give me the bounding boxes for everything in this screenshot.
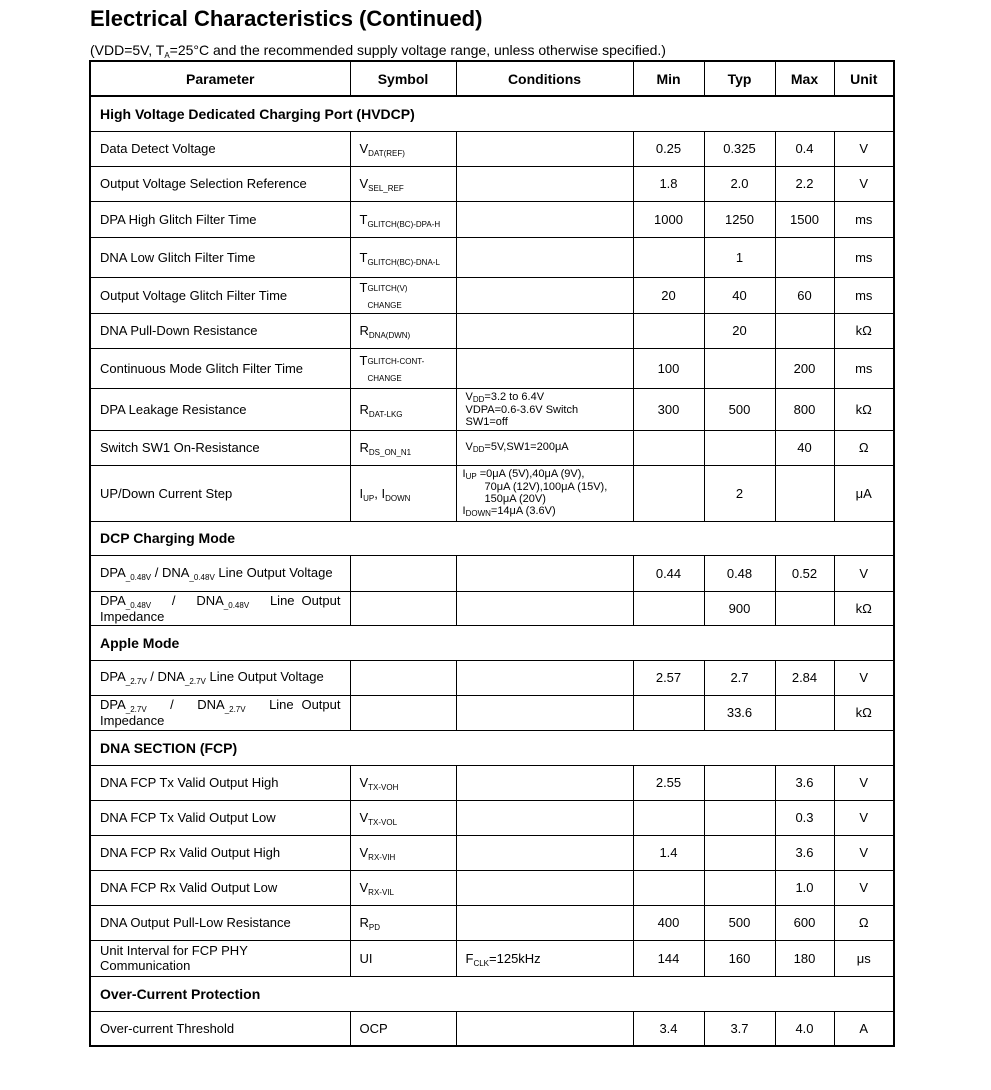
unit-cell: kΩ [834,313,894,348]
unit-cell: ms [834,277,894,313]
unit-cell: Ω [834,430,894,465]
table-row [90,870,894,905]
conditions-cell [456,800,633,835]
param-cell: DNA Low Glitch Filter Time [90,237,350,277]
symbol-cell: UI [350,940,456,976]
table-row [90,765,894,800]
min-cell [633,313,704,348]
conditions-cell [456,277,633,313]
typ-cell: 160 [704,940,775,976]
typ-cell [704,765,775,800]
table-row [90,800,894,835]
symbol-cell: $R_{DAT-LKG}$ [350,388,456,430]
unit-cell: A [834,1011,894,1046]
section-title: DNA SECTION (FCP) [90,730,894,765]
unit-cell: Ω [834,905,894,940]
max-cell: 3.6 [775,765,834,800]
symbol-cell [350,591,456,625]
typ-cell [704,870,775,905]
min-cell [633,591,704,625]
unit-cell: V [834,166,894,201]
conditions-cell [456,201,633,237]
typ-cell: 900 [704,591,775,625]
table-row [90,1011,894,1046]
conditions-cell [456,835,633,870]
table-row [90,555,894,591]
typ-cell: 0.325 [704,131,775,166]
typ-cell: 500 [704,905,775,940]
conditions-cell: $F_{CLK}=125kHz$ [456,940,633,976]
table-row [90,835,894,870]
min-cell: 1.4 [633,835,704,870]
param-cell: $DPA_{\_2.7V} / DNA_{\_2.7V}$ Line Output Voltage [90,660,350,695]
symbol-cell: $V_{SEL\_REF}$ [350,166,456,201]
symbol-cell: $R_{DNA(DWN)}$ [350,313,456,348]
typ-cell [704,430,775,465]
param-cell: $DPA_{\_0.48V} / DNA_{\_0.48V}$ Line Output Impedance [90,591,350,625]
typ-cell: 3.7 [704,1011,775,1046]
unit-cell: μs [834,940,894,976]
min-cell: 1000 [633,201,704,237]
symbol-cell: $R_{PD}$ [350,905,456,940]
symbol-cell: $T_{GLITCH(BC)-DPA-H}$ [350,201,456,237]
table-row [90,660,894,695]
param-cell: Over-current Threshold [90,1011,350,1046]
symbol-cell: $V_{DAT(REF)}$ [350,131,456,166]
min-cell [633,430,704,465]
section-row-ocp [90,976,894,1011]
unit-cell: ms [834,348,894,388]
typ-cell: 2.7 [704,660,775,695]
unit-cell: ms [834,201,894,237]
max-cell: 40 [775,430,834,465]
table-row [90,201,894,237]
max-cell [775,695,834,730]
conditions-cell [456,348,633,388]
param-cell: Continuous Mode Glitch Filter Time [90,348,350,388]
typ-cell: 2.0 [704,166,775,201]
section-title: DCP Charging Mode [90,521,894,555]
param-cell: Output Voltage Selection Reference [90,166,350,201]
unit-cell: V [834,800,894,835]
max-cell: 60 [775,277,834,313]
min-cell: 20 [633,277,704,313]
symbol-cell [350,660,456,695]
table-row [90,348,894,388]
param-cell: DNA Output Pull-Low Resistance [90,905,350,940]
symbol-cell: $V_{RX-VIH}$ [350,835,456,870]
conditions-cell: VDD=5V,SW1=200μA [456,430,633,465]
unit-cell: V [834,870,894,905]
unit-cell: kΩ [834,695,894,730]
symbol-cell: OCP [350,1011,456,1046]
conditions-cell: IUP =0μA (5V),40μA (9V), 70μA (12V),100μA (15V), 150μA (20V) IDOWN=14μA (3.6V) [456,465,633,521]
max-cell [775,591,834,625]
section-row-dcp [90,521,894,555]
unit-cell: V [834,835,894,870]
unit-cell: kΩ [834,388,894,430]
max-cell: 4.0 [775,1011,834,1046]
min-cell [633,237,704,277]
header-row [90,61,894,96]
param-cell: Switch SW1 On-Resistance [90,430,350,465]
unit-cell: V [834,765,894,800]
section-row-fcp [90,730,894,765]
symbol-cell: $R_{DS\_ON\_N1}$ [350,430,456,465]
typ-cell [704,348,775,388]
unit-cell: kΩ [834,591,894,625]
section-row-hvdcp [90,96,894,131]
max-cell: 0.4 [775,131,834,166]
header-typ: Typ [704,61,775,96]
param-cell: Unit Interval for FCP PHY Communication [90,940,350,976]
param-cell: Data Detect Voltage [90,131,350,166]
conditions-cell [456,695,633,730]
typ-cell: 0.48 [704,555,775,591]
typ-cell: 2 [704,465,775,521]
min-cell: 3.4 [633,1011,704,1046]
param-cell: DNA FCP Rx Valid Output Low [90,870,350,905]
header-symbol: Symbol [350,61,456,96]
table-row [90,905,894,940]
max-cell: 0.3 [775,800,834,835]
max-cell [775,313,834,348]
min-cell: 2.57 [633,660,704,695]
typ-cell: 20 [704,313,775,348]
min-cell [633,695,704,730]
typ-cell: 500 [704,388,775,430]
min-cell: 300 [633,388,704,430]
conditions-cell [456,905,633,940]
max-cell: 600 [775,905,834,940]
header-min: Min [633,61,704,96]
typ-cell: 1 [704,237,775,277]
conditions-cell [456,313,633,348]
conditions-cell [456,765,633,800]
conditions-cell [456,870,633,905]
min-cell [633,465,704,521]
section-title: High Voltage Dedicated Charging Port (HVDCP) [90,96,894,131]
min-cell: 0.25 [633,131,704,166]
min-cell [633,870,704,905]
max-cell: 1.0 [775,870,834,905]
max-cell: 2.84 [775,660,834,695]
typ-cell [704,835,775,870]
table-row [90,131,894,166]
conditions-note: (VDD=5V, $T_A=25^\circ C$ and the recommended supply voltage range, unless otherwise specified.) [90,42,666,60]
header-parameter: Parameter [90,61,350,96]
symbol-cell: $V_{TX-VOL}$ [350,800,456,835]
min-cell: 100 [633,348,704,388]
max-cell: 0.52 [775,555,834,591]
typ-cell: 40 [704,277,775,313]
symbol-cell: $T_{GLITCH(BC)-DNA-L}$ [350,237,456,277]
max-cell: 2.2 [775,166,834,201]
symbol-cell: $V_{TX-VOH}$ [350,765,456,800]
param-cell: $DPA_{\_2.7V} / DNA_{\_2.7V}$ Line Output Impedance [90,695,350,730]
page-title: Electrical Characteristics (Continued) [90,6,483,31]
min-cell: 144 [633,940,704,976]
header-conditions: Conditions [456,61,633,96]
param-cell: Output Voltage Glitch Filter Time [90,277,350,313]
param-cell: $DPA_{\_0.48V} / DNA_{\_0.48V}$ Line Output Voltage [90,555,350,591]
symbol-cell: $I_{UP}$, $I_{DOWN}$ [350,465,456,521]
min-cell [633,800,704,835]
conditions-cell: VDD=3.2 to 6.4V VDPA=0.6-3.6V Switch SW1=off [456,388,633,430]
conditions-cell [456,1011,633,1046]
min-cell: 2.55 [633,765,704,800]
max-cell: 200 [775,348,834,388]
table-row [90,430,894,465]
typ-cell [704,800,775,835]
param-cell: UP/Down Current Step [90,465,350,521]
max-cell: 180 [775,940,834,976]
conditions-cell [456,555,633,591]
table-row [90,166,894,201]
symbol-cell: TGLITCH-CONT- $_{CHANGE}$ [350,348,456,388]
typ-cell: 1250 [704,201,775,237]
symbol-cell [350,555,456,591]
table-row [90,277,894,313]
unit-cell: ms [834,237,894,277]
table-row [90,591,894,625]
param-cell: DNA FCP Tx Valid Output Low [90,800,350,835]
table-row [90,237,894,277]
param-cell: DNA Pull-Down Resistance [90,313,350,348]
symbol-cell: TGLITCH(V) $_{CHANGE}$ [350,277,456,313]
conditions-cell [456,591,633,625]
electrical-characteristics-table [89,60,895,1047]
conditions-cell [456,660,633,695]
max-cell: 800 [775,388,834,430]
unit-cell: V [834,131,894,166]
min-cell: 1.8 [633,166,704,201]
param-cell: DPA High Glitch Filter Time [90,201,350,237]
header-unit: Unit [834,61,894,96]
typ-cell: 33.6 [704,695,775,730]
section-title: Over-Current Protection [90,976,894,1011]
max-cell: 3.6 [775,835,834,870]
param-cell: DNA FCP Rx Valid Output High [90,835,350,870]
unit-cell: V [834,555,894,591]
unit-cell: V [834,660,894,695]
table-row [90,465,894,521]
max-cell: 1500 [775,201,834,237]
table-row [90,695,894,730]
table-row [90,313,894,348]
table-row [90,940,894,976]
section-row-apple [90,625,894,660]
section-title: Apple Mode [90,625,894,660]
header-max: Max [775,61,834,96]
unit-cell: μA [834,465,894,521]
param-cell: DNA FCP Tx Valid Output High [90,765,350,800]
conditions-cell [456,131,633,166]
conditions-cell [456,166,633,201]
symbol-cell: $V_{RX-VIL}$ [350,870,456,905]
symbol-cell [350,695,456,730]
min-cell: 0.44 [633,555,704,591]
table-row [90,388,894,430]
conditions-cell [456,237,633,277]
max-cell [775,237,834,277]
min-cell: 400 [633,905,704,940]
max-cell [775,465,834,521]
param-cell: DPA Leakage Resistance [90,388,350,430]
